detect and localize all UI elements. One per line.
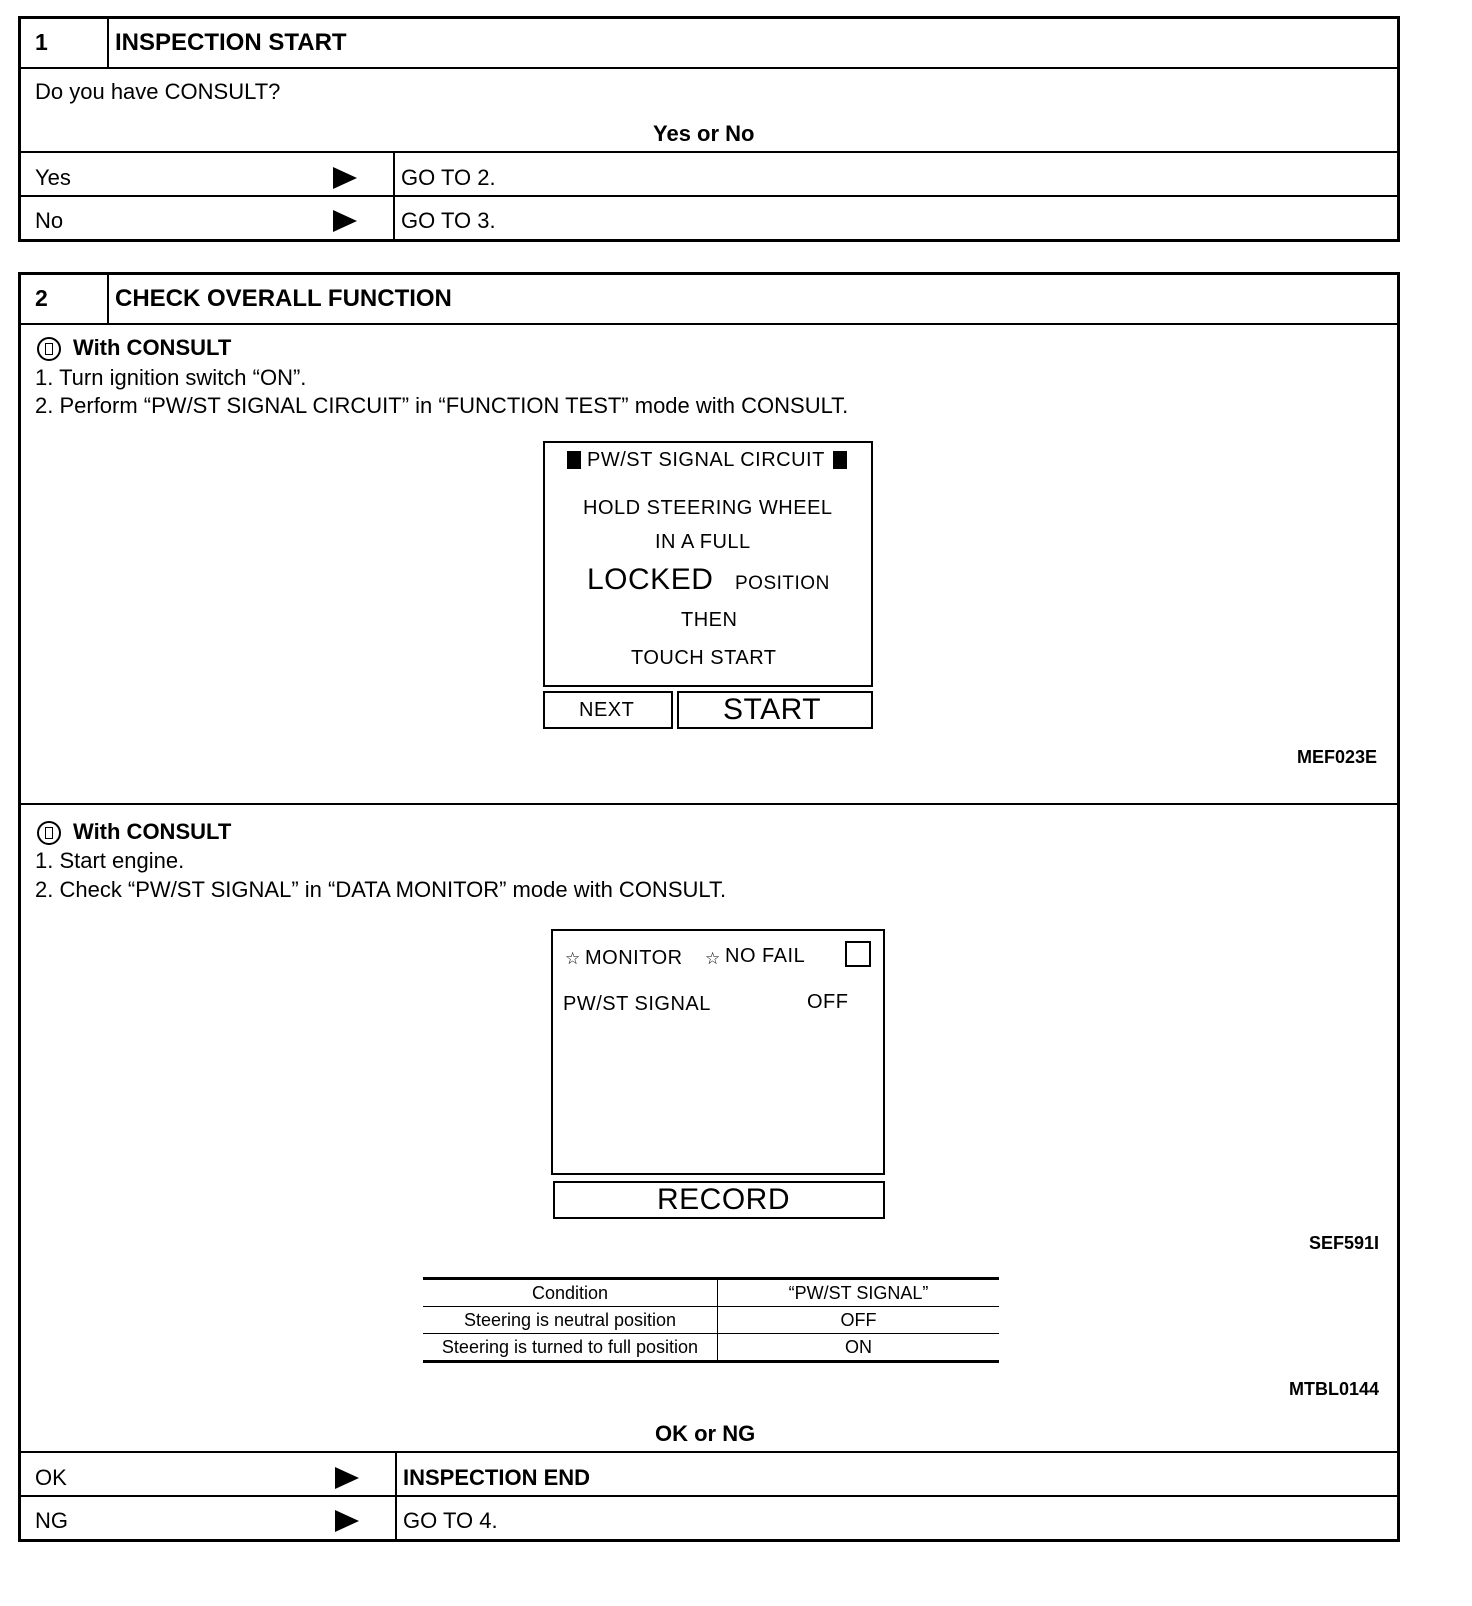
arrow-right-icon: [333, 167, 357, 189]
instruction-step: 1. Turn ignition switch “ON”.: [35, 365, 307, 390]
table-row: [423, 1334, 999, 1362]
step-number: 1: [35, 29, 48, 55]
row-label-yes: Yes: [35, 165, 71, 190]
row-result-yes: GO TO 2.: [401, 165, 496, 190]
divider: [107, 275, 109, 323]
title-marker-icon: [833, 451, 847, 469]
star-icon: ☆: [565, 949, 581, 968]
step-question: Do you have CONSULT?: [35, 79, 281, 104]
table-cell: Steering is neutral position: [423, 1307, 718, 1334]
section-heading: With CONSULT: [73, 819, 232, 844]
screen-line: IN A FULL: [655, 531, 751, 553]
divider: [107, 19, 109, 67]
row-label-ok: OK: [35, 1465, 67, 1490]
row-result-ng: GO TO 4.: [403, 1508, 498, 1533]
nofail-label: NO FAIL: [725, 945, 806, 967]
choice-heading: Yes or No: [653, 121, 755, 146]
screen-line-large: LOCKED: [587, 563, 714, 596]
divider: [21, 151, 1397, 153]
arrow-right-icon: [335, 1467, 359, 1489]
record-button[interactable]: [553, 1181, 885, 1219]
data-monitor-screen: [551, 929, 885, 1175]
instruction-step: 1. Start engine.: [35, 848, 185, 873]
divider: [21, 803, 1397, 805]
arrow-right-icon: [333, 210, 357, 232]
next-label: NEXT: [579, 699, 635, 721]
screen-line: POSITION: [735, 573, 830, 594]
consult-icon: [37, 821, 61, 845]
choice-heading: OK or NG: [655, 1421, 756, 1446]
table-cell: OFF: [840, 1309, 877, 1330]
row-label-no: No: [35, 208, 64, 233]
table-header: “PW/ST SIGNAL”: [788, 1282, 929, 1303]
divider: [395, 1451, 397, 1539]
screen-title: PW/ST SIGNAL CIRCUIT: [587, 449, 825, 471]
checkbox[interactable]: [845, 941, 871, 967]
table-reference: MTBL0144: [1289, 1379, 1380, 1399]
function-test-screen: [543, 441, 873, 687]
monitor-item-label: PW/ST SIGNAL: [563, 993, 711, 1015]
figure-reference: MEF023E: [1297, 747, 1378, 767]
step-2-header: [21, 275, 1397, 325]
row-result-no: GO TO 3.: [401, 208, 496, 233]
step-title: CHECK OVERALL FUNCTION: [115, 285, 452, 312]
record-label: RECORD: [657, 1183, 791, 1216]
step-1-box: [18, 16, 1400, 242]
row-label-ng: NG: [35, 1508, 68, 1533]
divider: [21, 1451, 1397, 1453]
instruction-step: 2. Perform “PW/ST SIGNAL CIRCUIT” in “FUNCTION TEST” mode with CONSULT.: [35, 393, 849, 418]
figure-reference: SEF591I: [1309, 1233, 1380, 1253]
table-cell: Steering is turned to full position: [423, 1334, 718, 1362]
monitor-item-value: OFF: [807, 991, 849, 1013]
star-icon: ☆: [705, 949, 721, 968]
divider: [393, 151, 395, 239]
consult-icon: [37, 337, 61, 361]
condition-table: [423, 1277, 999, 1363]
section-heading: With CONSULT: [73, 335, 232, 360]
step-2-box: [18, 272, 1400, 1542]
step-number: 2: [35, 285, 48, 311]
table-header-row: [423, 1279, 999, 1307]
step-title: INSPECTION START: [115, 29, 347, 56]
table-header: Condition: [423, 1279, 718, 1307]
arrow-right-icon: [335, 1510, 359, 1532]
screen-line: THEN: [681, 609, 738, 631]
next-button[interactable]: [543, 691, 673, 729]
screen-line: HOLD STEERING WHEEL: [583, 497, 833, 519]
divider: [21, 195, 1397, 197]
table-cell: ON: [845, 1336, 872, 1357]
table-row: [423, 1307, 999, 1334]
instruction-step: 2. Check “PW/ST SIGNAL” in “DATA MONITOR” mode with CONSULT.: [35, 877, 727, 902]
start-label: START: [723, 693, 822, 726]
title-marker-icon: [567, 451, 581, 469]
monitor-label: MONITOR: [585, 947, 683, 969]
step-1-header: [21, 19, 1397, 69]
row-result-ok: INSPECTION END: [403, 1465, 591, 1490]
start-button[interactable]: [677, 691, 873, 729]
divider: [21, 1495, 1397, 1497]
screen-line: TOUCH START: [631, 647, 777, 669]
